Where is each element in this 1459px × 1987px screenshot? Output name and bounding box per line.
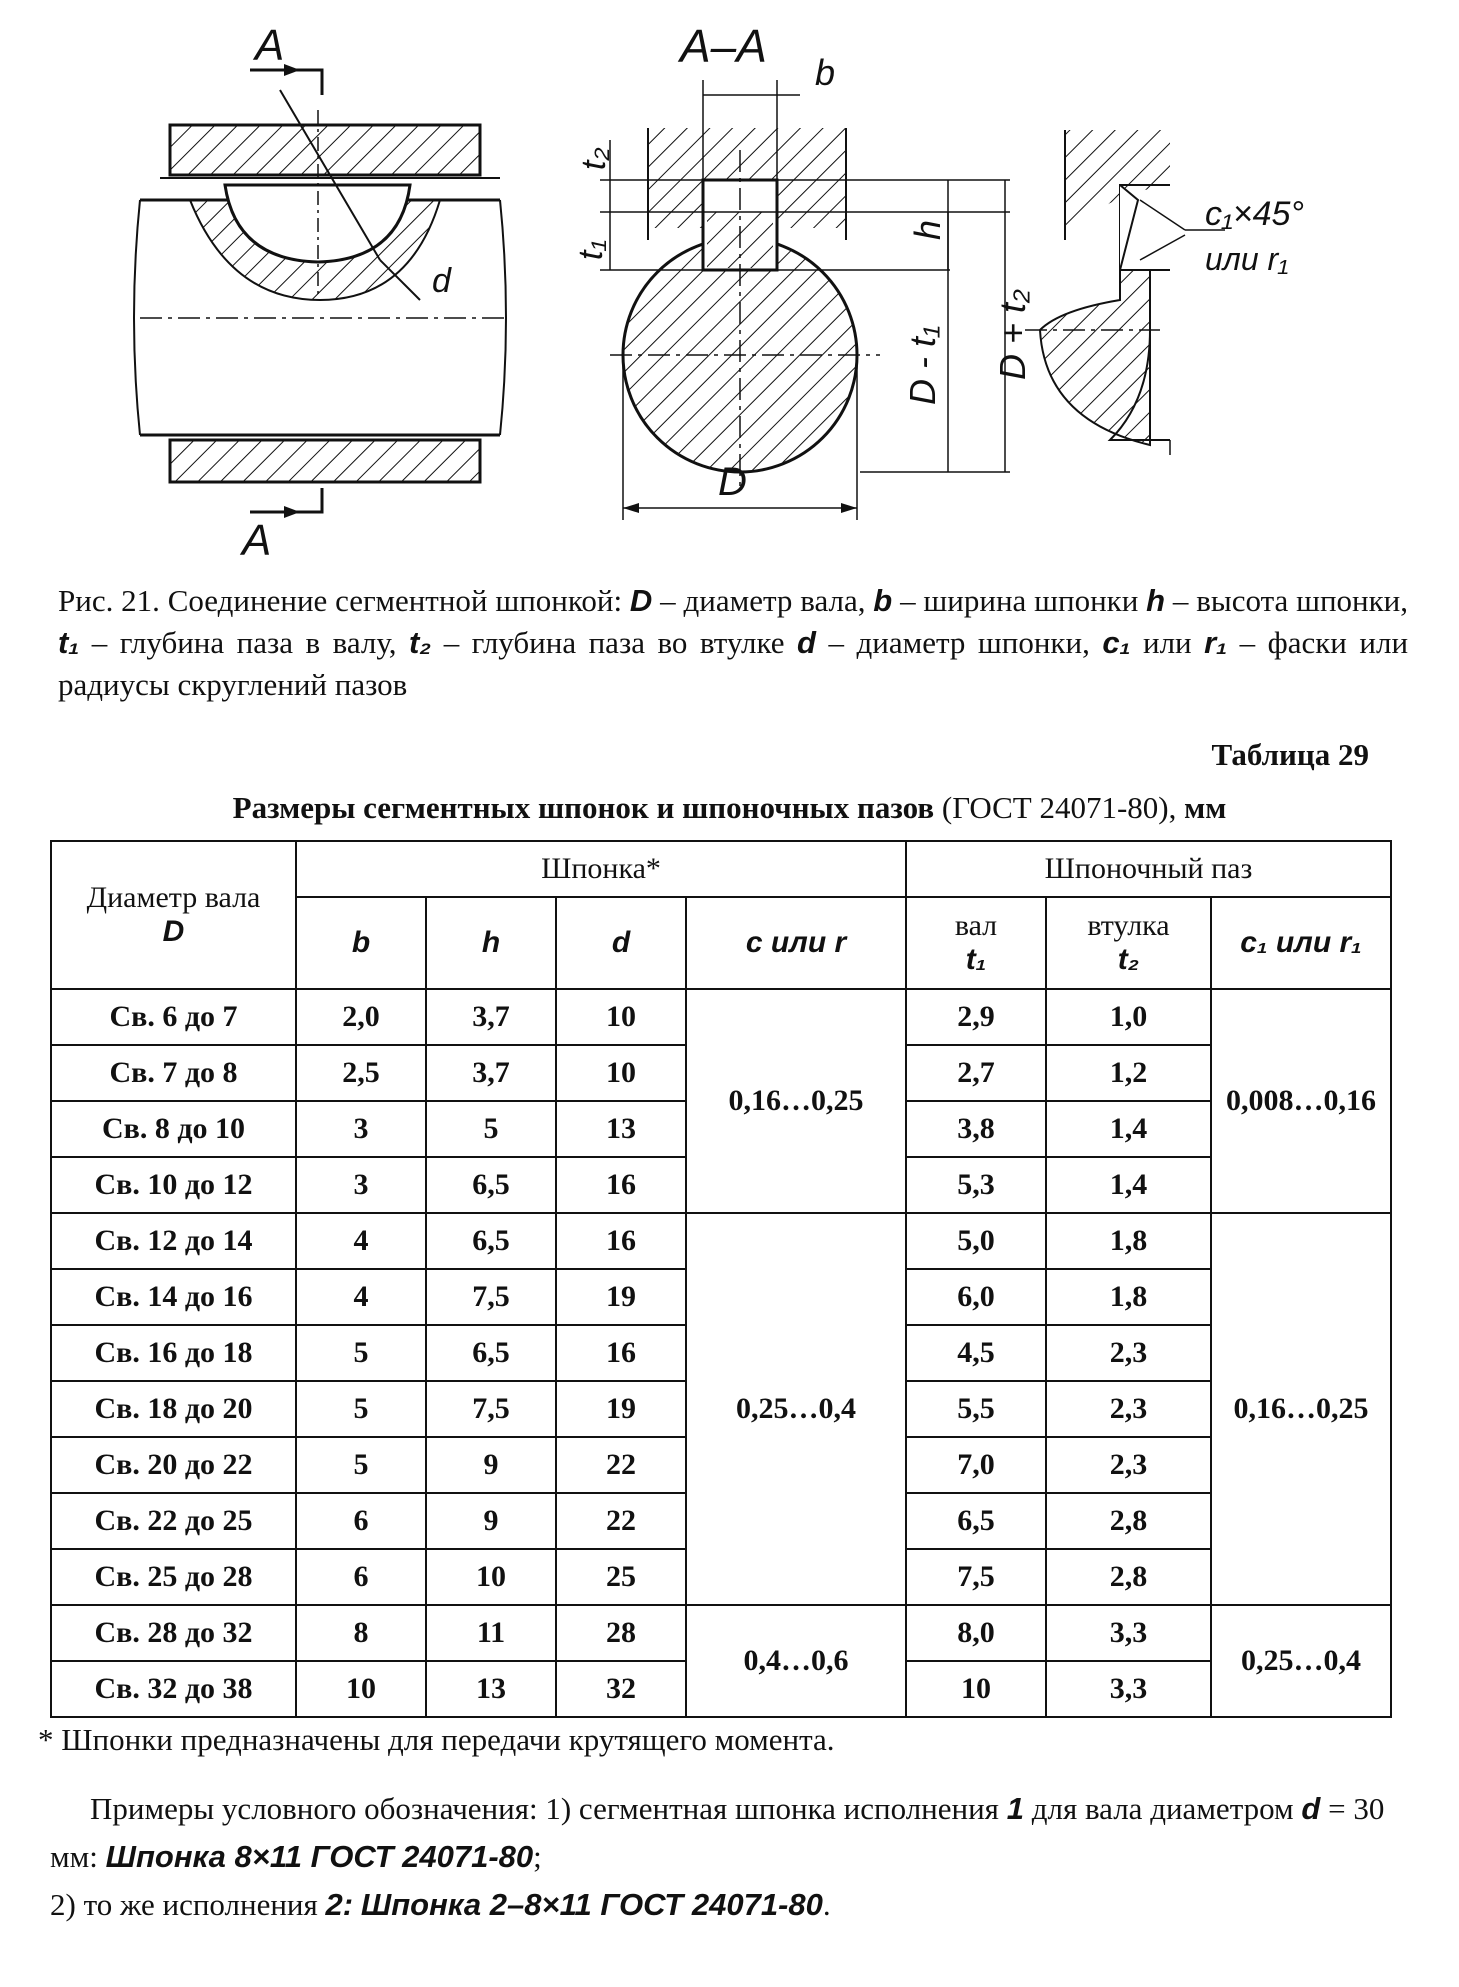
cell-t2: 3,3	[1046, 1605, 1211, 1661]
cell-h: 6,5	[426, 1157, 556, 1213]
cell-t2: 1,8	[1046, 1213, 1211, 1269]
cell-h: 7,5	[426, 1381, 556, 1437]
cell-d: 16	[556, 1213, 686, 1269]
header-shaft-diameter	[51, 841, 296, 989]
cell-b: 6	[296, 1549, 426, 1605]
section-mark-bottom: A	[242, 516, 272, 565]
cell-D: Св. 20 до 22	[51, 1437, 296, 1493]
table-title	[0, 790, 1459, 826]
examples-line2-prefix: 2) то же исполнения	[50, 1887, 318, 1922]
caption-symbol-c1: c₁	[1102, 625, 1131, 660]
label-t2: t₂	[575, 147, 613, 170]
table-number: Таблица 29	[1211, 737, 1369, 772]
figure-drawing	[0, 0, 1459, 570]
cell-d: 13	[556, 1101, 686, 1157]
cell-b: 6	[296, 1493, 426, 1549]
cell-D: Св. 7 до 8	[51, 1045, 296, 1101]
cell-t2: 1,0	[1046, 989, 1211, 1045]
header-hub-label: втулка	[1087, 909, 1170, 942]
examples-version-1: 1	[1006, 1791, 1024, 1826]
caption-b-text: – ширина шпонки	[900, 583, 1139, 618]
section-title: A–A	[680, 20, 767, 72]
cell-t1: 8,0	[906, 1605, 1046, 1661]
cell-h: 9	[426, 1493, 556, 1549]
cell-D: Св. 12 до 14	[51, 1213, 296, 1269]
caption-t2-text: – глубина паза во втулке	[443, 625, 785, 660]
cell-d: 19	[556, 1269, 686, 1325]
header-key-group: Шпонка*	[296, 841, 906, 897]
header-d: d	[556, 897, 686, 989]
cell-b: 4	[296, 1269, 426, 1325]
cell-b: 2,0	[296, 989, 426, 1045]
cell-t1: 5,3	[906, 1157, 1046, 1213]
cell-b: 5	[296, 1325, 426, 1381]
cell-d: 10	[556, 1045, 686, 1101]
label-b: b	[815, 52, 836, 93]
examples-diameter-value: = 30 мм:	[50, 1791, 1385, 1874]
caption-D-text: – диаметр вала,	[660, 583, 866, 618]
header-t1: t₁	[965, 943, 987, 976]
caption-symbol-t2: t₂	[409, 625, 432, 660]
header-D-symbol: D	[162, 915, 185, 948]
cell-d: 16	[556, 1325, 686, 1381]
label-D-minus-t1: D - t₁	[902, 325, 943, 405]
cell-t2: 1,4	[1046, 1101, 1211, 1157]
cell-h: 13	[426, 1661, 556, 1717]
cell-c-or-r-group: 0,25…0,4	[686, 1213, 906, 1605]
cell-h: 3,7	[426, 1045, 556, 1101]
table-footnote: * Шпонки предназначены для передачи крутящего момента.	[38, 1722, 835, 1757]
cell-t2: 2,3	[1046, 1381, 1211, 1437]
cell-t1: 2,7	[906, 1045, 1046, 1101]
header-shaft-label: вал	[954, 909, 998, 942]
cell-t1: 7,0	[906, 1437, 1046, 1493]
cell-b: 3	[296, 1101, 426, 1157]
cell-d: 32	[556, 1661, 686, 1717]
label-d: d	[432, 262, 451, 300]
cell-t1: 3,8	[906, 1101, 1046, 1157]
label-D-plus-t2: D + t₂	[992, 289, 1033, 380]
section-view	[600, 80, 1010, 520]
cell-D: Св. 14 до 16	[51, 1269, 296, 1325]
label-t1: t₁	[572, 239, 610, 260]
cell-t1: 5,0	[906, 1213, 1046, 1269]
examples-shaft-text: для вала диаметром	[1031, 1791, 1294, 1826]
caption-or: или	[1143, 625, 1192, 660]
header-hub	[1046, 897, 1211, 989]
caption-d-text: – диаметр шпонки,	[828, 625, 1090, 660]
label-chamfer: c₁×45°	[1205, 195, 1304, 233]
cell-D: Св. 16 до 18	[51, 1325, 296, 1381]
cell-t2: 2,8	[1046, 1493, 1211, 1549]
cell-c-or-r-group: 0,16…0,25	[686, 989, 906, 1213]
cell-d: 10	[556, 989, 686, 1045]
cell-d: 25	[556, 1549, 686, 1605]
header-shaft	[906, 897, 1046, 989]
header-c1-or-r1: c₁ или r₁	[1211, 897, 1391, 989]
cell-b: 4	[296, 1213, 426, 1269]
cell-d: 16	[556, 1157, 686, 1213]
caption-symbol-h: h	[1146, 583, 1166, 618]
caption-symbol-d: d	[797, 625, 816, 660]
figure-caption	[58, 580, 1408, 706]
cell-h: 5	[426, 1101, 556, 1157]
label-D: D	[718, 460, 747, 504]
cell-c1-or-r1-group: 0,25…0,4	[1211, 1605, 1391, 1717]
cell-D: Св. 10 до 12	[51, 1157, 296, 1213]
dimensions-table	[50, 840, 1392, 1718]
cell-c1-or-r1-group: 0,008…0,16	[1211, 989, 1391, 1213]
example-designation-2: Шпонка 2–8×11 ГОСТ 24071-80	[360, 1887, 823, 1922]
cell-c1-or-r1-group: 0,16…0,25	[1211, 1213, 1391, 1605]
examples-semicolon: ;	[533, 1839, 542, 1874]
cell-t1: 4,5	[906, 1325, 1046, 1381]
cell-t2: 1,8	[1046, 1269, 1211, 1325]
cell-D: Св. 18 до 20	[51, 1381, 296, 1437]
caption-prefix: Рис. 21. Соединение сегментной шпонкой:	[58, 583, 623, 618]
header-groove-group: Шпоночный паз	[906, 841, 1391, 897]
caption-symbol-b: b	[873, 583, 893, 618]
cell-D: Св. 8 до 10	[51, 1101, 296, 1157]
caption-h-text: – высота шпонки,	[1172, 583, 1409, 618]
cell-d: 22	[556, 1493, 686, 1549]
header-t2: t₂	[1117, 943, 1140, 976]
cell-d: 19	[556, 1381, 686, 1437]
caption-symbol-r1: r₁	[1204, 625, 1228, 660]
cell-D: Св. 25 до 28	[51, 1549, 296, 1605]
cell-d: 22	[556, 1437, 686, 1493]
table-title-unit: мм	[1184, 790, 1227, 825]
header-b: b	[296, 897, 426, 989]
examples-version-2: 2:	[325, 1887, 354, 1922]
cell-D: Св. 28 до 32	[51, 1605, 296, 1661]
cell-t2: 2,3	[1046, 1437, 1211, 1493]
examples-symbol-d: d	[1301, 1791, 1321, 1826]
cell-b: 2,5	[296, 1045, 426, 1101]
section-mark-top: A	[255, 21, 285, 70]
cell-b: 3	[296, 1157, 426, 1213]
label-chamfer-alt: или r₁	[1205, 241, 1289, 277]
cell-t1: 6,5	[906, 1493, 1046, 1549]
caption-symbol-D: D	[629, 583, 653, 618]
header-h: h	[426, 897, 556, 989]
cell-h: 6,5	[426, 1325, 556, 1381]
cell-t2: 3,3	[1046, 1661, 1211, 1717]
caption-end-text: – фаски или радиусы скруглений пазов	[58, 625, 1409, 702]
table-title-bold: Размеры сегментных шпонок и шпоночных пазов	[232, 790, 935, 825]
hub-bottom	[170, 440, 480, 482]
cell-h: 7,5	[426, 1269, 556, 1325]
cell-t2: 2,3	[1046, 1325, 1211, 1381]
cell-D: Св. 6 до 7	[51, 989, 296, 1045]
cell-b: 8	[296, 1605, 426, 1661]
caption-t1-text: – глубина паза в валу,	[91, 625, 397, 660]
cell-h: 6,5	[426, 1213, 556, 1269]
cell-t1: 5,5	[906, 1381, 1046, 1437]
designation-examples	[50, 1785, 1400, 1929]
cell-D: Св. 32 до 38	[51, 1661, 296, 1717]
longitudinal-view	[134, 64, 510, 518]
cell-t1: 10	[906, 1661, 1046, 1717]
cell-c-or-r-group: 0,4…0,6	[686, 1605, 906, 1717]
chamfer-detail	[1025, 130, 1225, 455]
label-h: h	[907, 219, 948, 240]
cell-t1: 2,9	[906, 989, 1046, 1045]
cell-h: 9	[426, 1437, 556, 1493]
cell-t2: 2,8	[1046, 1549, 1211, 1605]
example-designation-1: Шпонка 8×11 ГОСТ 24071-80	[105, 1839, 534, 1874]
cell-h: 10	[426, 1549, 556, 1605]
cell-D: Св. 22 до 25	[51, 1493, 296, 1549]
cell-t1: 7,5	[906, 1549, 1046, 1605]
header-c-or-r: c или r	[686, 897, 906, 989]
cell-t2: 1,2	[1046, 1045, 1211, 1101]
cell-b: 5	[296, 1437, 426, 1493]
table-row	[51, 1605, 1391, 1661]
cell-b: 10	[296, 1661, 426, 1717]
examples-intro: Примеры условного обозначения: 1) сегментная шпонка исполнения	[90, 1791, 999, 1826]
examples-period: .	[822, 1887, 831, 1922]
table-row	[51, 989, 1391, 1045]
cell-t1: 6,0	[906, 1269, 1046, 1325]
cell-d: 28	[556, 1605, 686, 1661]
cell-h: 3,7	[426, 989, 556, 1045]
cell-b: 5	[296, 1381, 426, 1437]
caption-symbol-t1: t₁	[58, 625, 80, 660]
cell-t2: 1,4	[1046, 1157, 1211, 1213]
header-shaft-diameter-label: Диаметр вала	[86, 881, 261, 914]
cell-h: 11	[426, 1605, 556, 1661]
table-row	[51, 1213, 1391, 1269]
table-title-standard: (ГОСТ 24071-80),	[941, 790, 1177, 825]
